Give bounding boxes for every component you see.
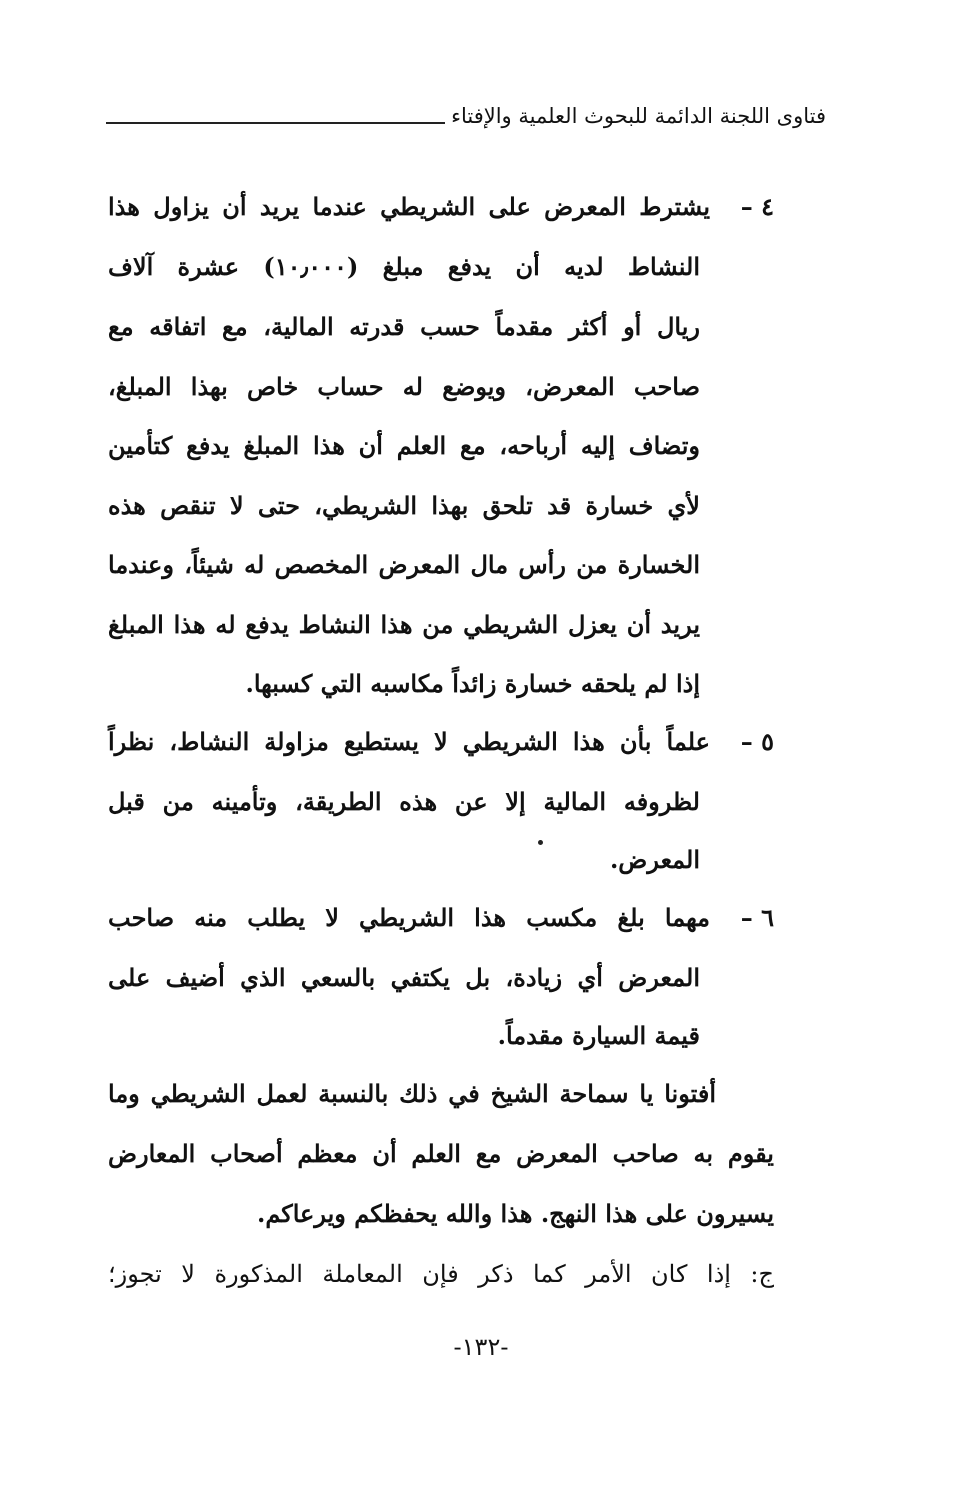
item-line: مهما بلغ مكسب هذا الشريطي لا يطلب منه صاحب bbox=[108, 903, 710, 932]
item-line: قيمة السيارة مقدماً. bbox=[497, 1021, 700, 1050]
item-line: يشترط المعرض على الشريطي عندما يريد أن يزاول هذا bbox=[108, 192, 710, 221]
closing-line: يسيرون على هذا النهج. هذا والله يحفظكم ويرعاكم. bbox=[256, 1199, 774, 1228]
item-line: لأي خسارة قد تلحق بهذا الشريطي، حتى لا تنقص هذه bbox=[108, 491, 700, 520]
item-line: ريال أو أكثر مقدماً حسب قدرته المالية، مع اتفاقه مع bbox=[108, 312, 700, 341]
header-rule bbox=[106, 122, 445, 124]
item-line: إذا لم يلحقه خسارة زائداً مكاسبه التي كسبها. bbox=[245, 669, 700, 698]
item-line: المعرض أي زيادة، بل يكتفي بالسعي الذي أضيف على bbox=[108, 963, 700, 992]
answer-line: ج: إذا كان الأمر كما ذكر فإن المعاملة المذكورة لا تجوز؛ bbox=[108, 1260, 774, 1288]
item-number: ٦ – bbox=[740, 903, 774, 932]
closing-line: أفتونا يا سماحة الشيخ في ذلك بالنسبة لعمل الشريطي وما bbox=[108, 1079, 716, 1108]
item-line: الخسارة من رأس مال المعرض المخصص له شيئاً، وعندما bbox=[108, 550, 700, 579]
header-title: فتاوى اللجنة الدائمة للبحوث العلمية والإفتاء bbox=[451, 104, 826, 128]
stray-dot bbox=[538, 840, 543, 845]
item-line: النشاط لديه أن يدفع مبلغ (١٠٫٠٠٠) عشرة آلاف bbox=[108, 252, 700, 281]
item-line: لظروفه المالية إلا عن هذه الطريقة، وتأمينه من قبل bbox=[108, 787, 700, 816]
page-number: -١٣٢- bbox=[453, 1333, 509, 1361]
item-number: ٥ – bbox=[740, 727, 774, 756]
closing-line: يقوم به صاحب المعرض مع العلم أن معظم أصحاب المعارض bbox=[108, 1139, 774, 1168]
item-line: يريد أن يعزل الشريطي من هذا النشاط يدفع له هذا المبلغ bbox=[108, 610, 700, 639]
item-line: المعرض. bbox=[609, 845, 700, 874]
running-header bbox=[106, 104, 826, 128]
item-line: علماً بأن هذا الشريطي لا يستطيع مزاولة النشاط، نظراً bbox=[108, 727, 710, 756]
item-line: صاحب المعرض، ويوضع له حساب خاص بهذا المبلغ، bbox=[108, 372, 700, 401]
item-number: ٤ – bbox=[740, 192, 774, 221]
item-line: وتضاف إليه أرباحه، مع العلم أن هذا المبلغ يدفع كتأمين bbox=[108, 431, 700, 460]
